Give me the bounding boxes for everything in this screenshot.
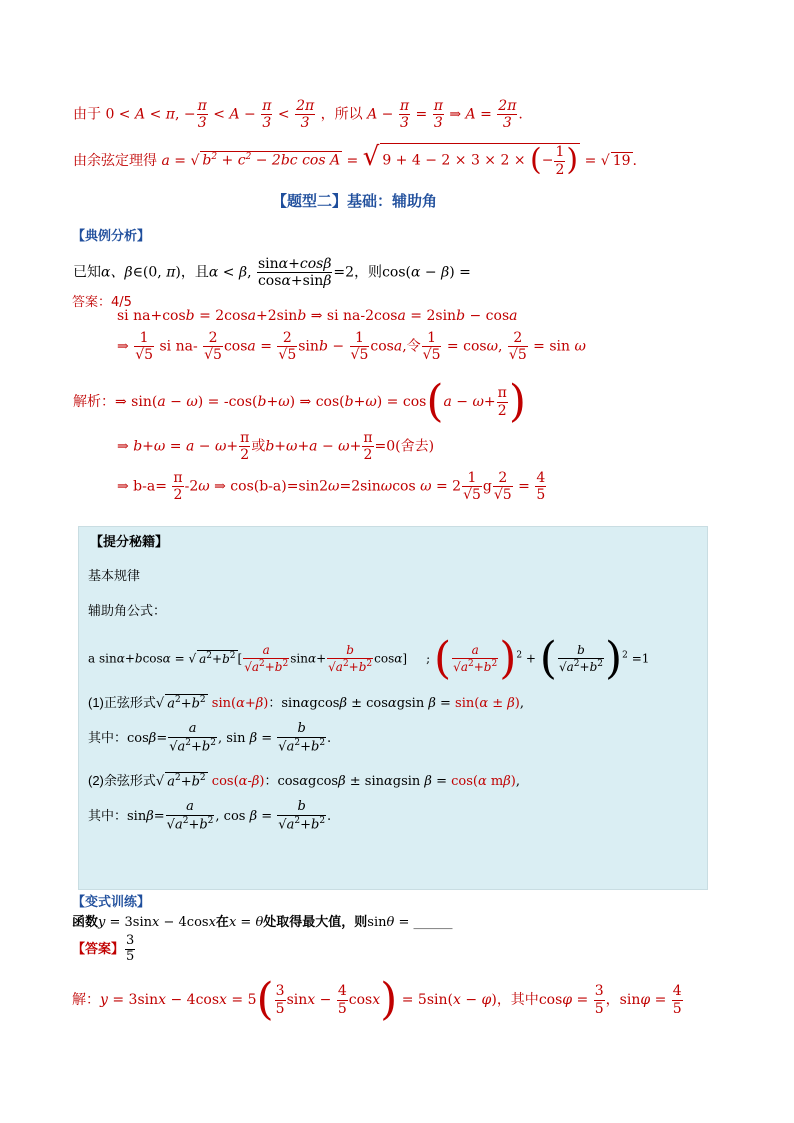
work-line-2: ⇒ $\frac{1}{√5}$ si na- $\frac{2}{√5}$ cosa = $\frac{2}{√5}$ sinb − $\frac{1}{√5}$ cosa,令 $\frac{1}{√5}$ = cosω, $\frac{2}{√5}$ = sin ω xyxy=(117,330,586,364)
math: < A − xyxy=(208,106,261,123)
math: 9 + 4 − 2 × 3 × 2 × (− $\frac{1}{2}$ ) xyxy=(382,143,579,178)
answer-label: 【答案】 xyxy=(72,940,125,956)
math-frac: $\frac{2\pi}{3}$ xyxy=(296,98,315,132)
variant-header: 【变式训练】 xyxy=(72,895,151,910)
text: (舍去) xyxy=(395,438,435,455)
text: (2)余弦形式 xyxy=(88,773,156,788)
tips-rule: 基本规律 xyxy=(88,569,141,584)
analysis-label: 解析： xyxy=(73,394,115,410)
variant-solution: 解：y = 3sinx − 4cosx = 5( $\frac{3}{5}$ sinx − $\frac{4}{5}$ cosx) = 5sin(x − φ)，其中cosφ = $\frac{3}{5}$ ，sinφ = $\frac{4}{5}$ xyxy=(72,974,682,1025)
text: (1)正弦形式 xyxy=(88,695,156,710)
math: ⇒ A = xyxy=(444,106,497,123)
math: < xyxy=(273,106,295,123)
analysis-line-3: ⇒ b-a= $\frac{\pi}{2}$ -2ω ⇒ cos(b-a)=sin2ω=2sinωcos ω = 2 $\frac{1}{√5}$ g $\frac{2}{√5}$ = $\frac{4}{5}$ xyxy=(117,470,546,504)
variant-question: 函数y = 3sinx − 4cosx在x = θ处取得最大值，则sinθ = ______ xyxy=(72,914,453,930)
text: 令 xyxy=(406,338,421,355)
math: $b^2 + c^2 - 2bc$ cos A xyxy=(202,152,341,169)
analysis-line-2: ⇒ b+ω = a − ω+ $\frac{\pi}{2}$ 或b+ω+a − ω+ $\frac{\pi}{2}$ =0(舍去) xyxy=(117,430,435,464)
math-frac: $\frac{\pi}{3}$ xyxy=(262,98,272,132)
tips-sine-form: (1)正弦形式√ $a^2+b^2$ sin(α+β)：sinαgcosβ ± cosαgsin β = sin(α ± β), xyxy=(88,694,524,711)
text: 或 xyxy=(251,438,266,455)
tips-formula: a sinα+bcosα = √ $a^2+b^2$ [ $\frac{a}{√a^2+b^2}$ sinα+ $\frac{b}{√a^2+b^2}$ cosα] ; ( $\frac{a}{√a^2+b^2}$ )$^2$ + ( $\frac{b}{√a^2+b^2}$ )$^2$ =1 xyxy=(88,633,650,684)
reasoning-line-1 xyxy=(73,98,523,131)
text: ，则 xyxy=(354,264,383,281)
tips-formula-label: 辅助角公式： xyxy=(88,604,167,619)
tips-where-1: 其中：cosβ= $\frac{a}{√a^2+b^2}$ , sin β = $\frac{b}{√a^2+b^2}$ . xyxy=(88,721,332,755)
answer-value: 4/5 xyxy=(111,295,132,310)
example-question: 已知α、β∈(0, π)，且α < β, $\frac{\sin\alpha+\cos\beta}{\cos\alpha+\sin\beta}$ =2，则cos(α − β) = xyxy=(73,256,471,290)
math-frac: $\frac{2\pi}{3}$ xyxy=(498,98,517,132)
text: 其中： xyxy=(88,808,128,824)
text: 函数 xyxy=(72,914,99,929)
math-frac: $\frac{\pi}{3}$ xyxy=(197,98,207,132)
answer-blank: ______ xyxy=(413,915,453,930)
math: − xyxy=(377,106,398,123)
text: 由余弦定理得 xyxy=(73,153,157,169)
reasoning-line-2: 由余弦定理得 a = √ $b^2 + c^2 - 2bc$ cos A = √ 9 + 4 − 2 × 3 × 2 × (− $\frac{1}{2}$ ) = √ 19 . xyxy=(73,142,637,178)
math: α、β xyxy=(101,264,133,281)
math: . xyxy=(518,106,523,123)
text: 由于 xyxy=(73,106,101,123)
tips-where-2: 其中：sinβ= $\frac{a}{√a^2+b^2}$ , cos β = $\frac{b}{√a^2+b^2}$ . xyxy=(88,799,332,833)
tips-title: 【提分秘籍】 xyxy=(90,535,169,550)
text: ，其中 xyxy=(496,992,539,1008)
text: 解： xyxy=(72,992,100,1008)
math: α < β xyxy=(208,264,248,281)
text: 已知 xyxy=(73,264,101,281)
math: a xyxy=(161,153,170,169)
sqrt-symbol: √ xyxy=(362,142,380,172)
math-frac: $\frac{\pi}{3}$ xyxy=(433,98,443,132)
text: 其中： xyxy=(88,730,128,746)
answer-label: 答案： xyxy=(72,295,112,310)
math-frac: $\frac{\pi}{3}$ xyxy=(399,98,410,132)
variant-answer: 【答案】 $\frac{3}{5}$ xyxy=(72,933,135,964)
sqrt-symbol: √ xyxy=(600,153,610,169)
example-header: 【典例分析】 xyxy=(72,229,151,244)
math: = xyxy=(411,106,432,123)
section-title: 【题型二】基础：辅助角 xyxy=(272,192,438,210)
text: 在 xyxy=(215,914,229,929)
tips-cosine-form: (2)余弦形式√ $a^2+b^2$ cos(α-β)：cosαgcosβ ± sinαgsin β = cos(α mβ), xyxy=(88,772,520,789)
text: ，且 xyxy=(180,264,209,281)
work-line-1: si na+cosb = 2cosa+2sinb ⇒ si na-2cosa = 2sinb − cosa xyxy=(117,308,518,324)
math: A xyxy=(367,106,378,123)
math-frac: $\frac{\sin\alpha+\cos\beta}{\cos\alpha+\sin\beta}$ xyxy=(257,256,332,290)
text: 处取得最大值，则 xyxy=(263,914,368,929)
sqrt-symbol: √ xyxy=(190,153,200,169)
text: ，所以 xyxy=(320,106,363,123)
math: 19 xyxy=(612,153,631,169)
analysis-line-1: 解析：⇒ sin(a − ω) = -cos(b+ω) ⇒ cos(b+ω) = cos(a − ω+ $\frac{\pi}{2}$ ) xyxy=(73,376,527,427)
math: 0 < A < π, − xyxy=(105,106,196,123)
